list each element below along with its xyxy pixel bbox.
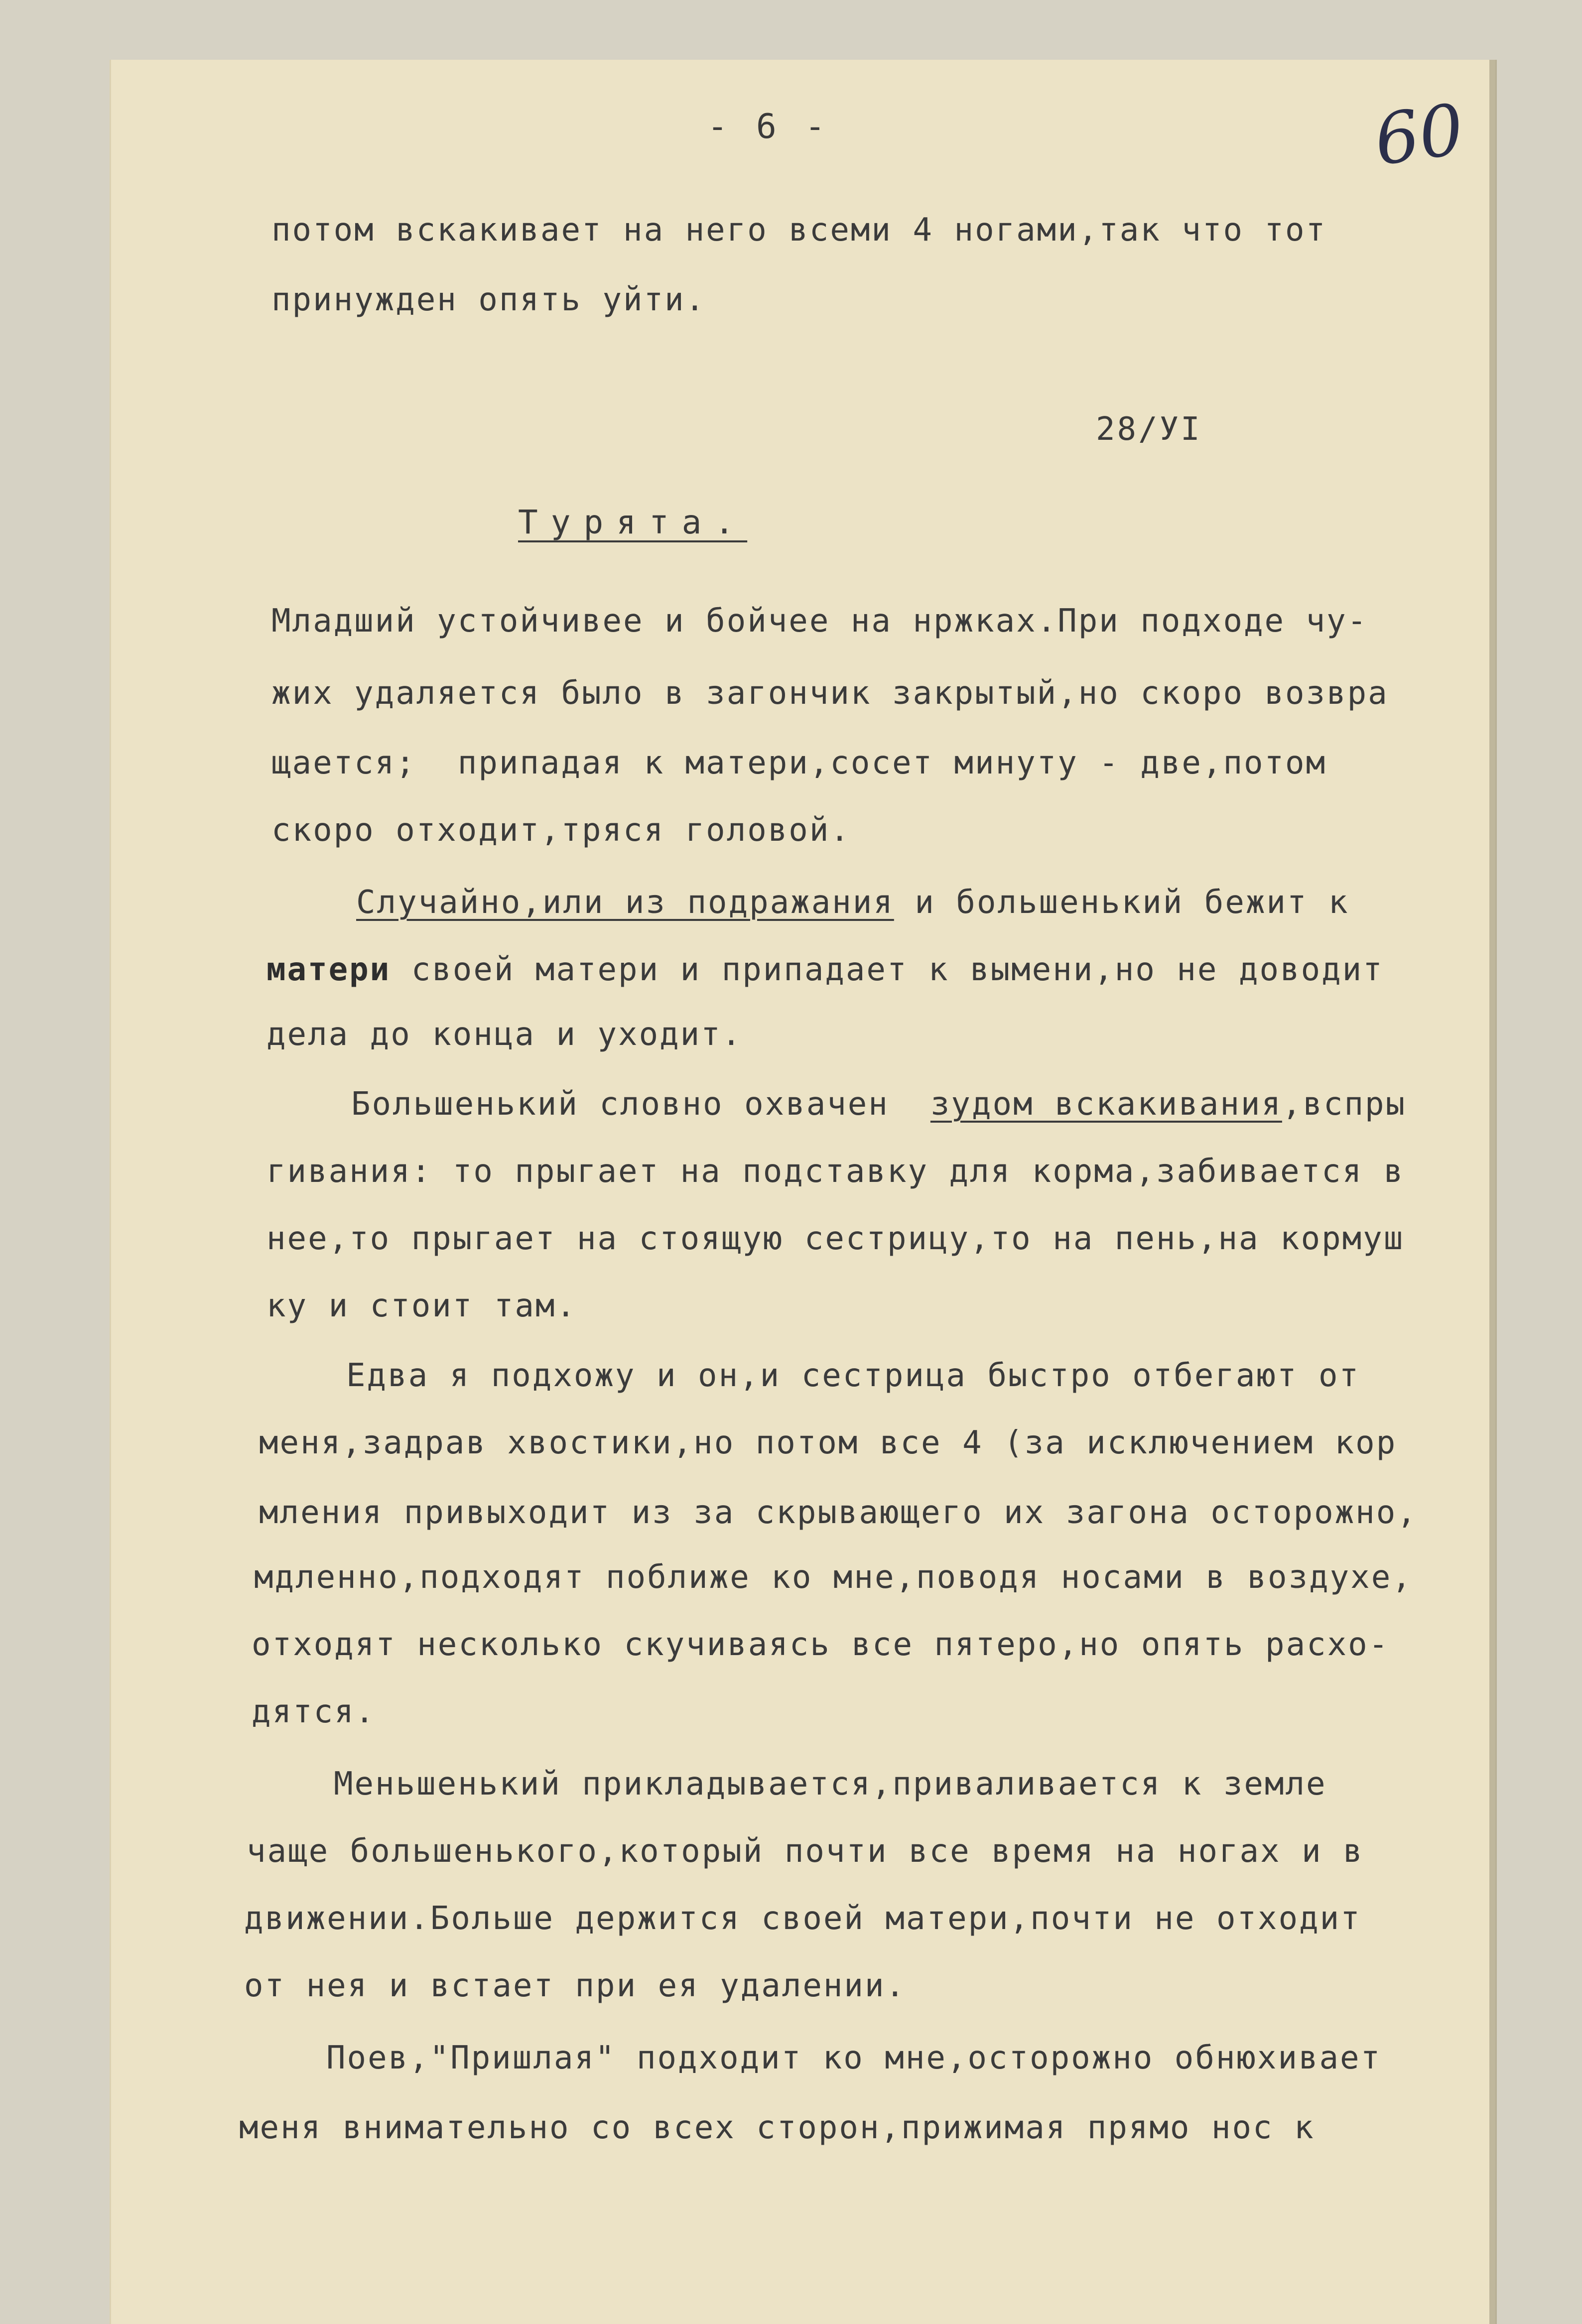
text-line: отходят несколько скучиваясь все пятеро,но опять расхо- xyxy=(252,1626,1390,1663)
text-line: от нея и встает при ея удалении. xyxy=(244,1967,906,2004)
page-number: - 6 - xyxy=(707,107,829,146)
underlined-phrase: зудом вскакивания xyxy=(930,1086,1282,1123)
text-line: меня,задрав хвостики,но потом все 4 (за исключением кор xyxy=(259,1424,1397,1461)
text-line: щается; припадая к матери,сосет минуту - две,потом xyxy=(271,745,1327,781)
text-fragment: Большенький словно охвачен xyxy=(351,1086,930,1123)
text-line xyxy=(351,1086,1406,1123)
text-fragment: ,вспры xyxy=(1282,1086,1407,1123)
text-line: мдленно,подходят поближе ко мне,поводя носами в воздухе, xyxy=(254,1559,1413,1596)
text-fragment: и большенький бежит к xyxy=(894,884,1349,921)
text-line: гивания: то прыгает на подставку для корма,забивается в xyxy=(266,1153,1405,1190)
text-line: принужден опять уйти. xyxy=(271,281,706,318)
text-line: ку и стоит там. xyxy=(266,1288,577,1324)
text-line: дятся. xyxy=(252,1693,376,1730)
text-line: Младший устойчивее и бойчее на нржках.При подходе чу- xyxy=(271,603,1368,640)
underlined-phrase: Случайно,или из подражания xyxy=(356,884,894,921)
text-line: дела до конца и уходит. xyxy=(266,1016,743,1053)
text-line: меня внимательно со всех сторон,прижимая прямо нос к xyxy=(239,2109,1315,2146)
text-line: потом вскакивает на него всеми 4 ногами,так что тот xyxy=(271,212,1327,249)
entry-date: 28/УI xyxy=(1096,411,1202,448)
sheet-edge xyxy=(1489,60,1495,2324)
text-fragment: своей матери и припадает к вымени,но не доводит xyxy=(391,951,1384,988)
text-line: нее,то прыгает на стоящую сестрицу,то на пень,на кормуш xyxy=(266,1220,1405,1257)
text-line xyxy=(266,951,1384,988)
text-line: мления привыходит из за скрывающего их загона осторожно, xyxy=(259,1494,1418,1531)
text-line: Поев,"Пришлая" подходит ко мне,осторожно обнюхивает xyxy=(326,2040,1382,2076)
section-title: Турята. xyxy=(518,503,748,541)
text-line: чаще большенького,который почти все время на ногах и в xyxy=(247,1833,1364,1870)
handwritten-folio-number: 60 xyxy=(1369,89,1469,182)
overtyped-word: матери xyxy=(266,951,391,988)
text-line xyxy=(356,884,1349,921)
text-line: Меньшенький прикладывается,приваливается к земле xyxy=(334,1766,1327,1803)
text-line: скоро отходит,тряся головой. xyxy=(271,812,851,849)
text-line: Едва я подхожу и он,и сестрица быстро отбегают от xyxy=(346,1357,1360,1394)
text-line: жих удаляется было в загончик закрытый,но скоро возвра xyxy=(271,675,1389,712)
text-line: движении.Больше держится своей матери,почти не отходит xyxy=(244,1900,1361,1937)
